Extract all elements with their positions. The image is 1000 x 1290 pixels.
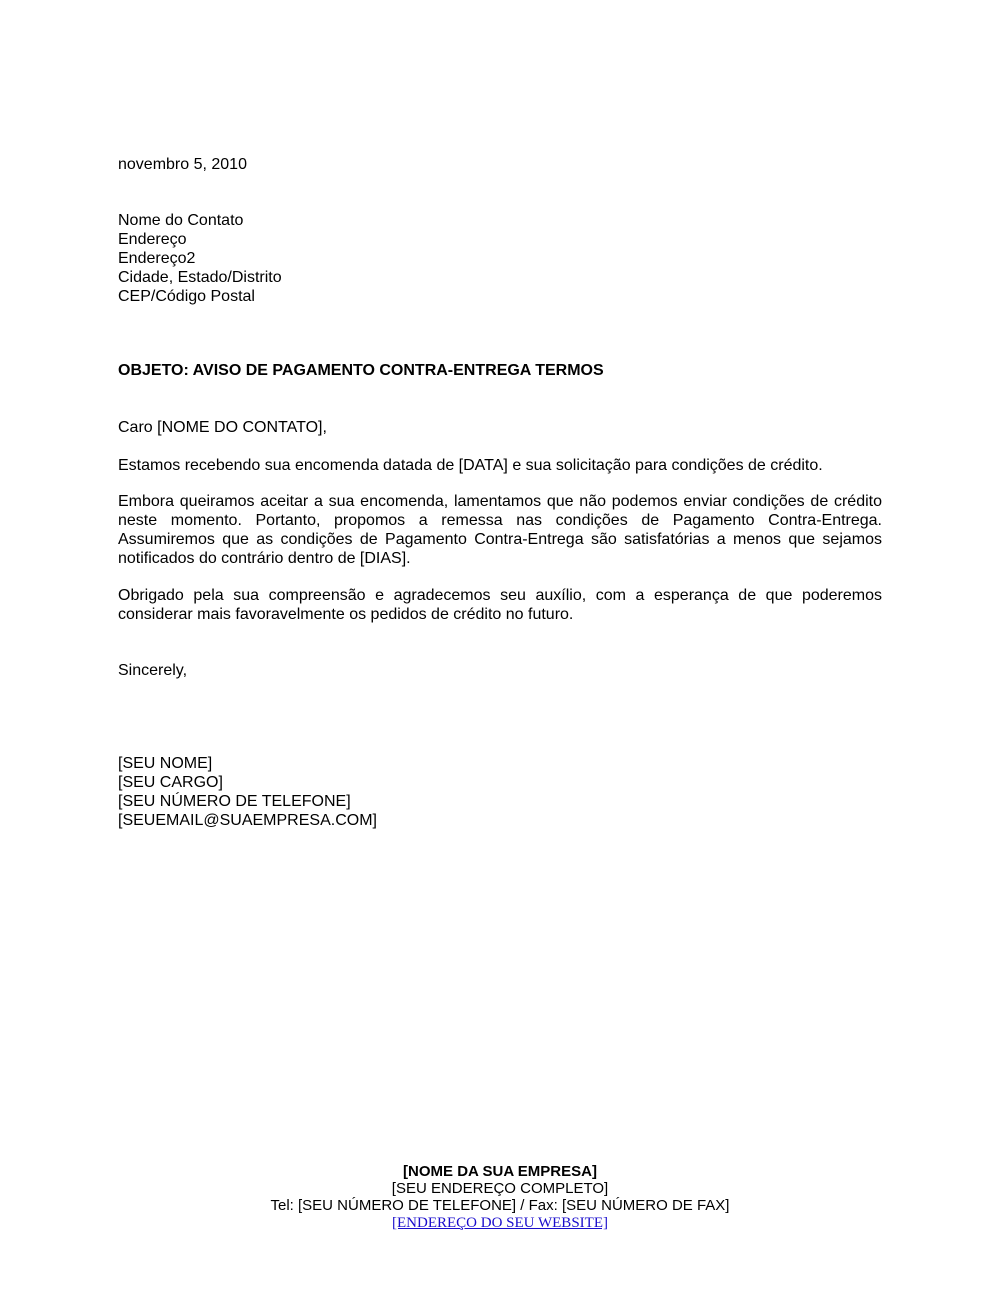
recipient-city-state: Cidade, Estado/Distrito <box>118 269 282 286</box>
letter-page <box>118 0 882 1290</box>
recipient-address-line-1: Endereço <box>118 231 187 248</box>
footer-website-link[interactable]: [ENDEREÇO DO SEU WEBSITE] <box>392 1215 608 1231</box>
body-paragraph-2: Embora queiramos aceitar a sua encomenda, lamentamos que não podemos enviar condições de crédito neste momento. Portanto, propomos a remessa nas condições de Pagamento Contra-Entrega. Assumiremos que as condições de Pagamento Contra-Entrega são satisfatórias a menos que sejamos notificados do contrário dentro de [DIAS]. <box>118 493 882 567</box>
letter-subject: OBJETO: AVISO DE PAGAMENTO CONTRA-ENTREGA TERMOS <box>118 362 604 379</box>
body-paragraph-1: Estamos recebendo sua encomenda datada de [DATA] e sua solicitação para condições de crédito. <box>118 457 823 474</box>
letter-salutation: Caro [NOME DO CONTATO], <box>118 419 327 436</box>
recipient-address-line-2: Endereço2 <box>118 250 196 267</box>
letterhead-footer <box>0 1163 1000 1232</box>
footer-address: [SEU ENDEREÇO COMPLETO] <box>391 1180 609 1197</box>
footer-contact: Tel: [SEU NÚMERO DE TELEFONE] / Fax: [SEU NÚMERO DE FAX] <box>270 1197 730 1214</box>
recipient-name: Nome do Contato <box>118 212 244 229</box>
letter-date: novembro 5, 2010 <box>118 156 247 173</box>
signature-block <box>118 754 377 830</box>
signature-email: [SEUEMAIL@SUAEMPRESA.COM] <box>118 812 377 829</box>
signature-phone: [SEU NÚMERO DE TELEFONE] <box>118 793 351 810</box>
recipient-postal-code: CEP/Código Postal <box>118 288 255 305</box>
signature-title: [SEU CARGO] <box>118 774 223 791</box>
signature-name: [SEU NOME] <box>118 755 213 772</box>
footer-company-name: [NOME DA SUA EMPRESA] <box>403 1163 597 1180</box>
body-paragraph-3: Obrigado pela sua compreensão e agradecemos seu auxílio, com a esperança de que poderemos considerar mais favoravelmente os pedidos de crédito no futuro. <box>118 587 882 623</box>
recipient-address-block <box>118 211 282 306</box>
letter-closing: Sincerely, <box>118 662 188 679</box>
